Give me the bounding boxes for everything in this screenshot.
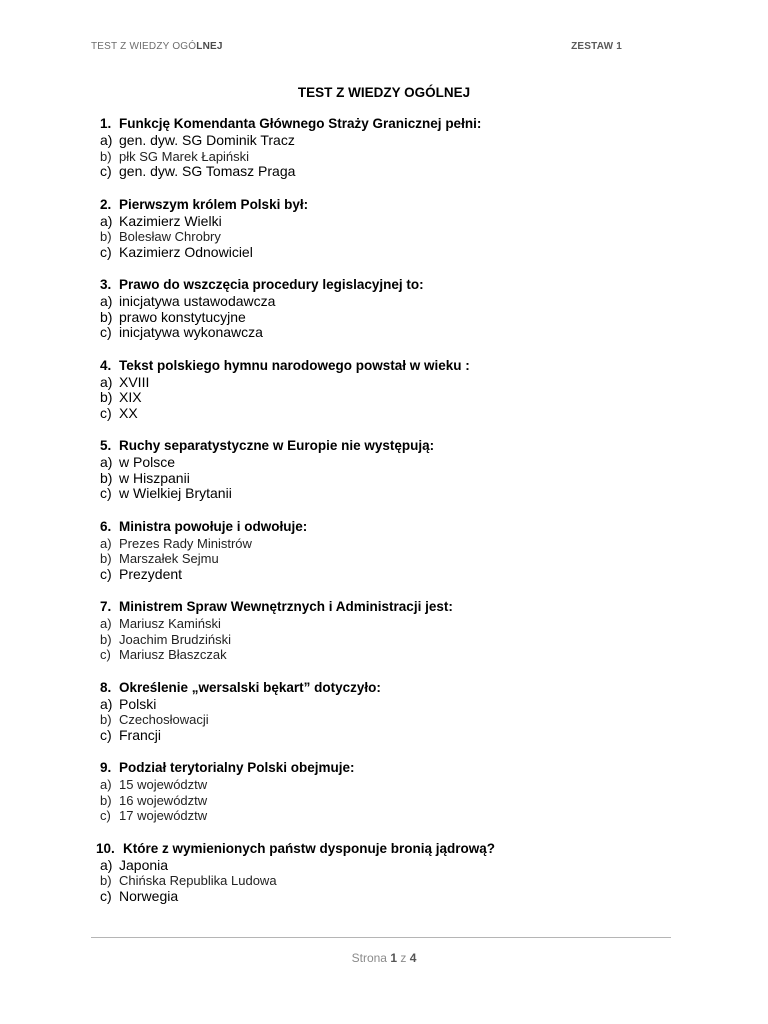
question-number: 1. [100, 116, 112, 131]
answer-letter: b) [100, 229, 112, 244]
question-text [100, 357, 660, 375]
answer-option [100, 793, 660, 809]
answer-text: 17 województw [119, 808, 208, 823]
answer-option [100, 149, 660, 165]
question-text [100, 437, 660, 455]
answer-text: Japonia [119, 856, 169, 873]
answer-option [100, 808, 660, 824]
answer-option [100, 310, 660, 326]
question-number: 8. [100, 679, 112, 695]
question-number: 5. [100, 438, 112, 453]
answer-letter: c) [100, 647, 111, 662]
answer-text: gen. dyw. SG Tomasz Praga [119, 163, 296, 179]
answer-option [100, 229, 660, 245]
answer-text: Prezydent [119, 565, 183, 582]
question-4 [100, 357, 660, 422]
answer-option [100, 697, 660, 713]
answer-letter: a) [100, 373, 113, 390]
question-label: Ministrem Spraw Wewnętrznych i Administracji jest: [119, 599, 453, 614]
answer-option [100, 486, 660, 502]
answer-letter: b) [100, 792, 112, 808]
answer-option [100, 889, 660, 905]
answer-letter: c) [100, 565, 112, 582]
question-number: 7. [100, 599, 112, 614]
question-8 [100, 679, 660, 744]
answer-text: Bolesław Chrobry [119, 229, 221, 244]
answer-text: inicjatywa wykonawcza [119, 324, 263, 340]
answer-letter: a) [100, 856, 113, 873]
question-number: 6. [100, 518, 112, 534]
answer-text: XVIII [119, 373, 150, 390]
question-text [96, 840, 660, 858]
answer-letter: b) [100, 148, 112, 164]
answer-text: Czechosłowacji [119, 712, 209, 727]
question-number: 3. [100, 277, 112, 292]
answer-letter: b) [100, 469, 113, 486]
answer-letter: c) [100, 485, 112, 501]
answer-option [100, 777, 660, 793]
answer-text: w Polsce [119, 454, 176, 470]
question-5 [100, 437, 660, 502]
question-label: Tekst polskiego hymnu narodowego powstał w wieku : [119, 357, 470, 373]
answer-option [100, 164, 660, 180]
question-text [100, 196, 660, 214]
question-6 [100, 518, 660, 583]
answer-letter: b) [100, 631, 112, 647]
question-label: Określenie „wersalski bękart” dotyczyło: [119, 679, 381, 695]
answer-option [100, 647, 660, 663]
answer-letter: b) [100, 389, 113, 405]
answer-letter: a) [100, 535, 112, 551]
answer-option [100, 133, 660, 149]
question-list [96, 115, 660, 920]
question-number: 4. [100, 357, 112, 373]
answer-option [100, 712, 660, 728]
question-text [100, 276, 660, 294]
answer-text: Joachim Brudziński [119, 631, 231, 647]
answer-letter: c) [100, 404, 112, 421]
answer-letter: a) [100, 132, 113, 148]
answer-text: 16 województw [119, 792, 208, 808]
question-label: Podział terytorialny Polski obejmuje: [119, 760, 355, 775]
answer-option [100, 390, 660, 406]
answer-text: Mariusz Kamiński [119, 616, 221, 631]
question-7 [100, 598, 660, 663]
answer-option [100, 551, 660, 567]
answer-text: Mariusz Błaszczak [119, 647, 227, 662]
question-number: 10. [96, 840, 115, 856]
footer-divider [91, 937, 671, 938]
answer-text: Kazimierz Odnowiciel [119, 243, 253, 260]
answer-text: w Wielkiej Brytanii [119, 485, 232, 501]
answer-letter: c) [100, 726, 112, 743]
answer-text: Francji [119, 726, 162, 743]
answer-text: Marszałek Sejmu [119, 551, 219, 566]
answer-letter: c) [100, 324, 112, 340]
answer-option [100, 567, 660, 583]
answer-option [100, 873, 660, 889]
header-doc-title: TEST Z WIEDZY OGÓLNEJ [91, 41, 223, 52]
answer-letter: a) [100, 454, 113, 470]
question-text [100, 518, 660, 536]
answer-option [100, 858, 660, 874]
answer-letter: b) [100, 308, 113, 325]
answer-text: Norwegia [119, 887, 179, 904]
question-1 [100, 115, 660, 180]
answer-text: 15 województw [119, 777, 208, 792]
answer-option [100, 294, 660, 310]
question-label: Ministra powołuje i odwołuje: [119, 518, 308, 534]
answer-text: inicjatywa ustawodawcza [119, 293, 276, 309]
answer-option [100, 245, 660, 261]
answer-letter: c) [100, 808, 111, 823]
answer-text: Prezes Rady Ministrów [119, 535, 252, 551]
answer-option [100, 536, 660, 552]
question-label: Funkcję Komendanta Głównego Straży Granicznej pełni: [119, 116, 482, 131]
document-title: TEST Z WIEDZY OGÓLNEJ [297, 85, 471, 100]
question-label: Prawo do wszczęcia procedury legislacyjnej to: [119, 277, 424, 292]
question-10 [96, 840, 660, 905]
answer-text: Chińska Republika Ludowa [119, 873, 277, 888]
answer-option [100, 214, 660, 230]
question-label: Ruchy separatystyczne w Europie nie występują: [119, 438, 435, 453]
answer-option [100, 455, 660, 471]
question-text [100, 759, 660, 777]
answer-option [100, 616, 660, 632]
answer-letter: c) [100, 163, 112, 179]
answer-option [100, 471, 660, 487]
question-text [100, 115, 660, 133]
answer-letter: a) [100, 777, 112, 792]
answer-letter: b) [100, 873, 112, 888]
answer-letter: c) [100, 887, 112, 904]
answer-letter: b) [100, 551, 112, 566]
answer-option [100, 406, 660, 422]
answer-text: w Hiszpanii [119, 469, 190, 486]
header-set-label: ZESTAW 1 [571, 41, 622, 52]
question-2 [100, 196, 660, 261]
answer-letter: b) [100, 712, 112, 727]
answer-option [100, 632, 660, 648]
answer-letter: a) [100, 212, 113, 229]
answer-text: XIX [119, 389, 142, 405]
question-text [100, 598, 660, 616]
answer-option [100, 728, 660, 744]
answer-option [100, 325, 660, 341]
answer-text: Polski [119, 695, 157, 712]
question-9 [100, 759, 660, 824]
answer-text: płk SG Marek Łapiński [119, 148, 250, 164]
answer-letter: a) [100, 695, 113, 712]
answer-text: gen. dyw. SG Dominik Tracz [119, 132, 295, 148]
question-label: Pierwszym królem Polski był: [119, 196, 309, 212]
answer-text: prawo konstytucyjne [119, 308, 246, 325]
question-3 [100, 276, 660, 341]
answer-letter: c) [100, 243, 112, 260]
question-label: Które z wymienionych państw dysponuje bronią jądrową? [123, 840, 496, 856]
question-number: 2. [100, 196, 112, 212]
answer-option [100, 375, 660, 391]
answer-text: Kazimierz Wielki [119, 212, 222, 229]
answer-letter: a) [100, 293, 113, 309]
answer-letter: a) [100, 616, 112, 631]
question-text [100, 679, 660, 697]
question-number: 9. [100, 760, 112, 775]
answer-text: XX [119, 404, 138, 421]
page-footer: Strona 1 z 4 [351, 951, 417, 965]
